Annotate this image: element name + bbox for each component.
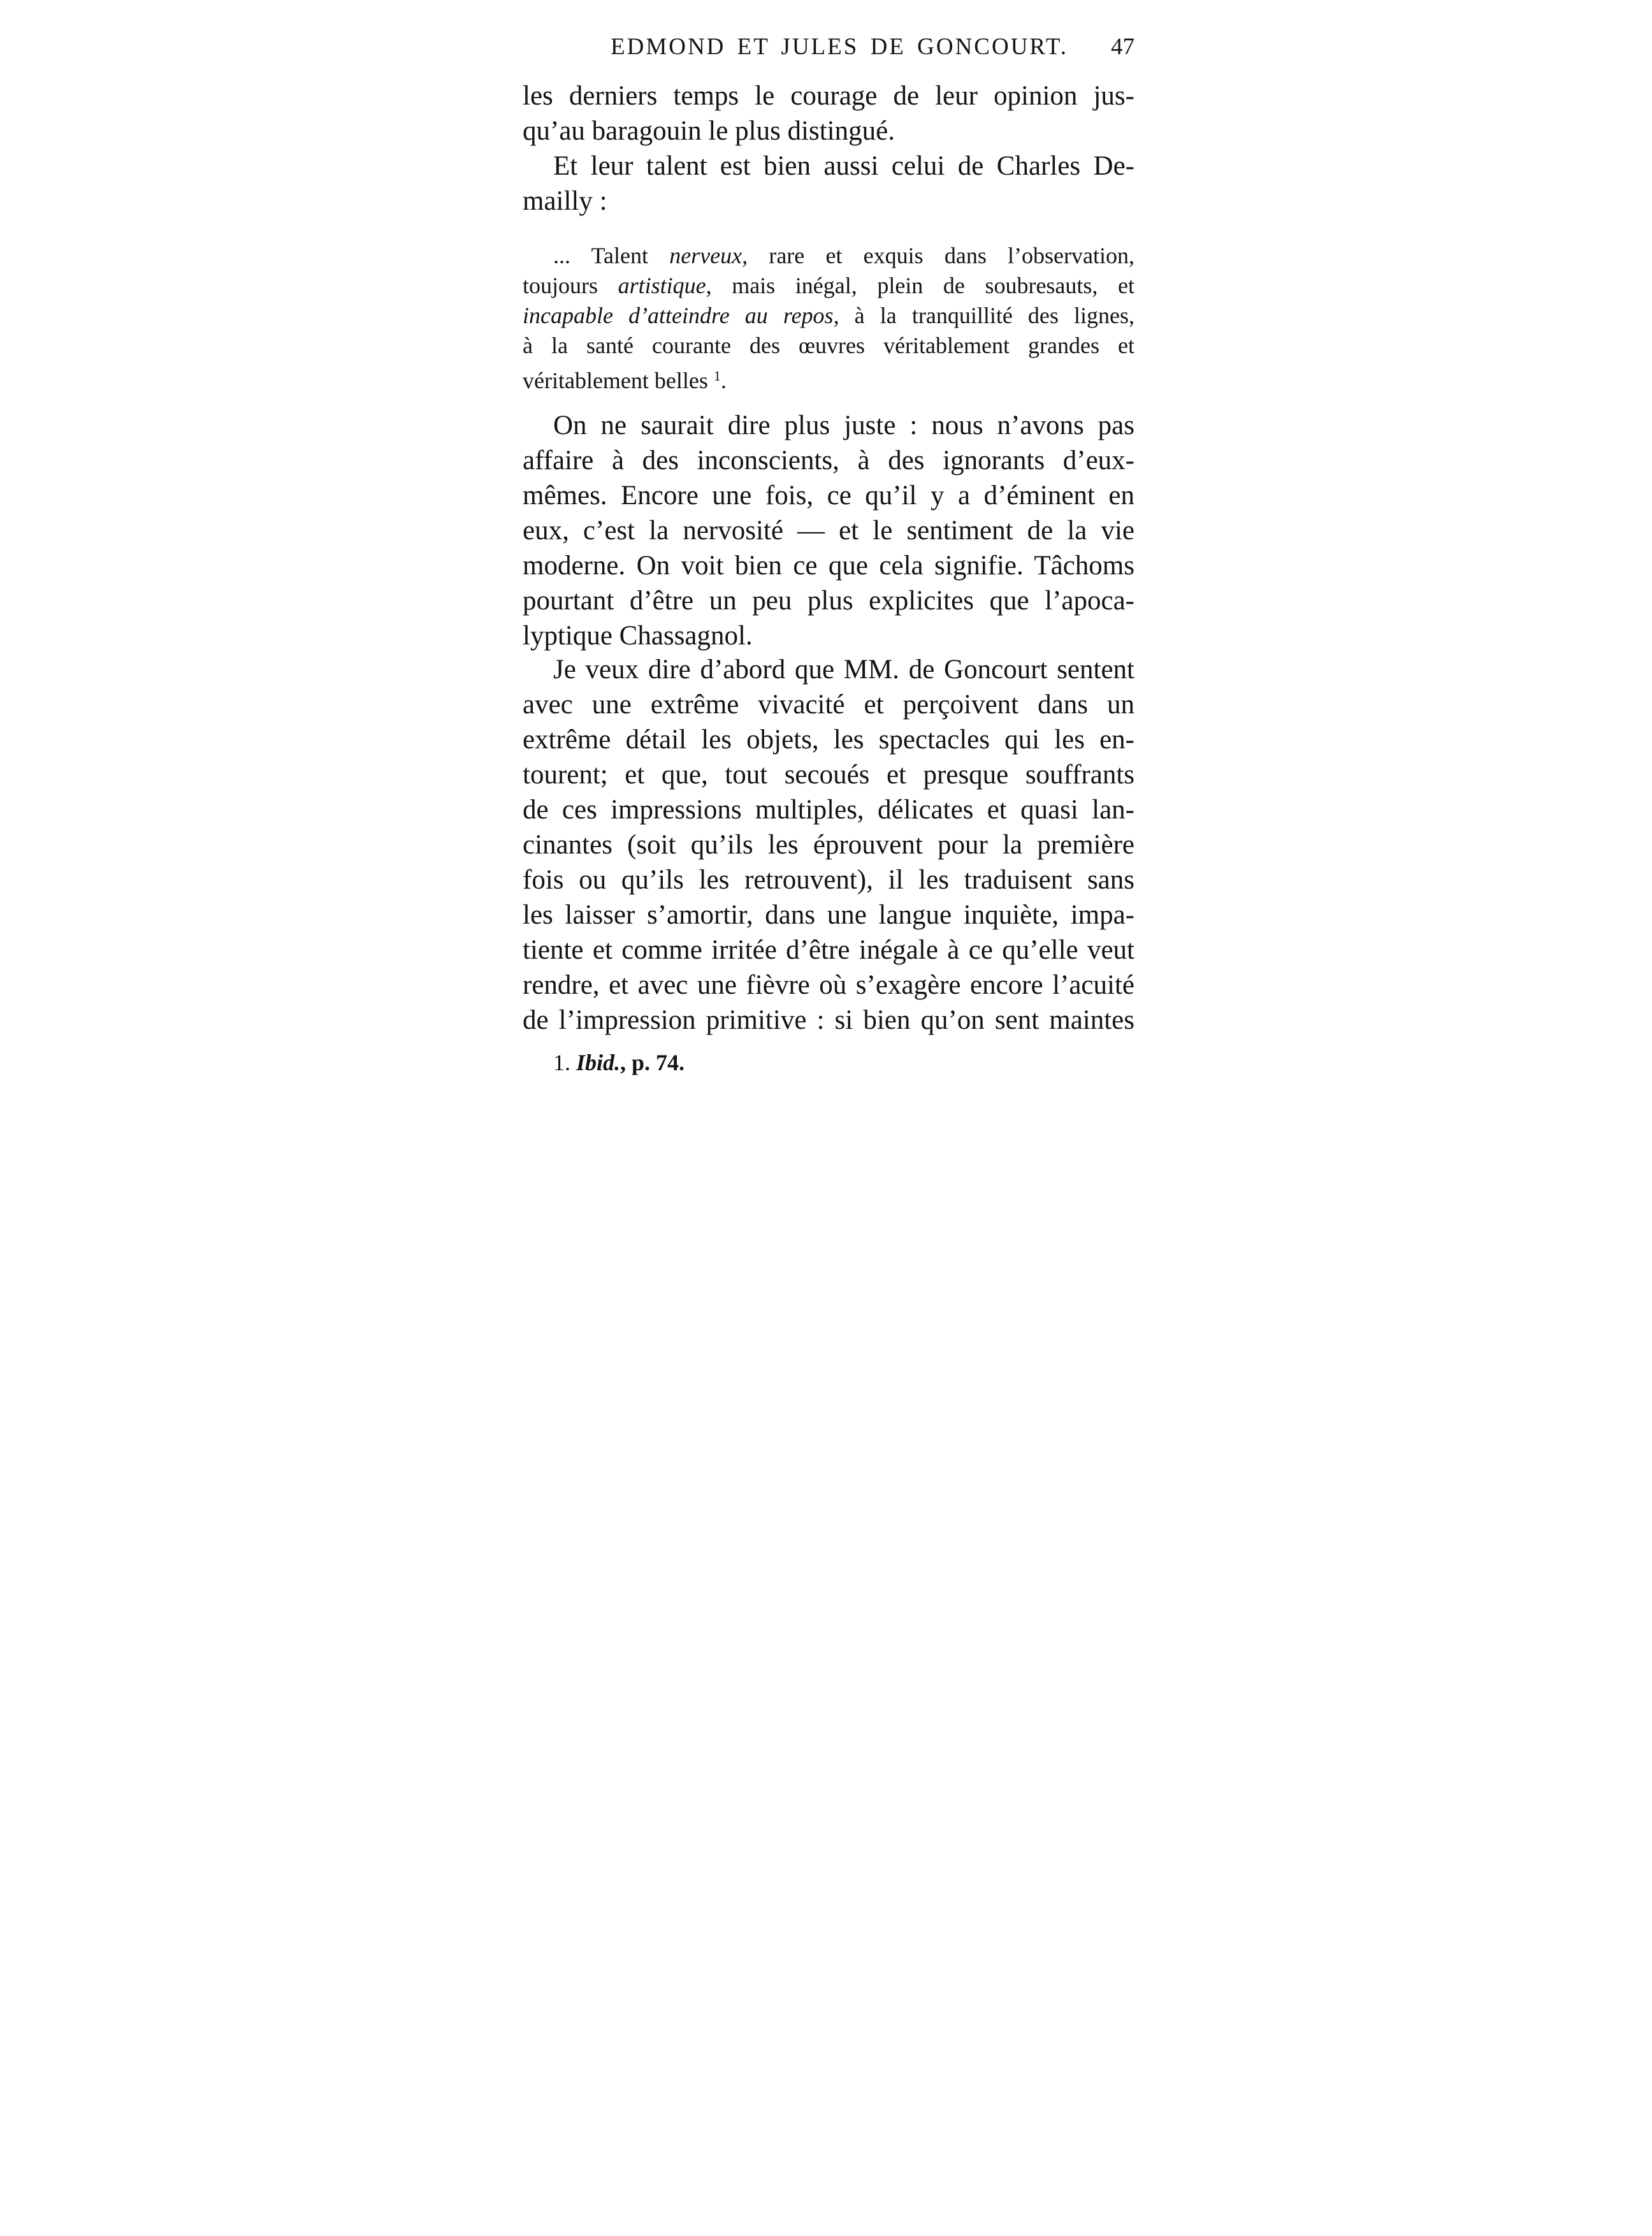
quote-line — [523, 241, 1134, 271]
quote-text: à la tranquillité des lignes, — [839, 303, 1135, 328]
text-line: fois ou qu’ils les retrouvent), il les traduisent sans — [523, 865, 1134, 895]
quote-emphasis: artistique — [618, 273, 706, 298]
footnote — [553, 1049, 685, 1076]
text-line: eux, c’est la nervosité — et le sentiment de la vie — [523, 516, 1134, 546]
text-line: avec une extrême vivacité et perçoivent dans un — [523, 690, 1134, 720]
quote-emphasis: nerveux, — [669, 243, 748, 268]
text-line: mailly : — [523, 186, 607, 216]
quote-line — [523, 361, 1134, 391]
paragraph-2 — [523, 149, 1134, 219]
footnote-page: , p. 74. — [620, 1050, 685, 1075]
text-line: mêmes. Encore une fois, ce qu’il y a d’éminent en — [523, 481, 1134, 511]
quote-text: , mais inégal, plein de soubresauts, et — [706, 273, 1134, 298]
quote-text: ... Talent — [553, 243, 670, 268]
text-line: rendre, et avec une fièvre où s’exagère encore l’acuité — [523, 970, 1134, 1000]
quote-text: toujours — [523, 273, 618, 298]
footnote-reference: 1 — [713, 368, 721, 384]
text-line: les derniers temps le courage de leur opinion jus- — [523, 81, 1134, 111]
text-line: lyptique Chassagnol. — [523, 621, 753, 651]
text-line: affaire à des inconscients, à des ignorants d’eux- — [523, 446, 1134, 476]
text-line: Je veux dire d’abord que MM. de Goncourt sentent — [553, 655, 1134, 685]
text-line: de l’impression primitive : si bien qu’on sent maintes — [523, 1005, 1134, 1035]
text-line: tourent; et que, tout secoués et presque souffrants — [523, 760, 1134, 790]
paragraph-1 — [523, 78, 1134, 149]
text-line: de ces impressions multiples, délicates et quasi lan- — [523, 795, 1134, 825]
text-line: moderne. On voit bien ce que cela signifie. Tâchoms — [523, 551, 1134, 581]
quote-text: véritablement belles — [523, 368, 714, 393]
text-line: cinantes (soit qu’ils les éprouvent pour la première — [523, 830, 1134, 860]
text-line: extrême détail les objets, les spectacles qui les en- — [523, 725, 1134, 755]
block-quote — [523, 241, 1134, 391]
running-title: EDMOND ET JULES DE GONCOURT. — [611, 34, 1068, 60]
quote-line — [523, 301, 1134, 331]
text-line: pourtant d’être un peu plus explicites que l’apoca- — [523, 586, 1134, 616]
footnote-number: 1. — [553, 1050, 576, 1075]
paragraph-3 — [523, 408, 1134, 653]
text-line: Et leur talent est bien aussi celui de Charles De- — [553, 151, 1134, 181]
quote-text: . — [720, 368, 727, 393]
footnote-ibid: Ibid. — [576, 1050, 621, 1075]
paragraph-4 — [523, 652, 1134, 1038]
page-header — [523, 31, 1134, 69]
page-number: 47 — [1111, 34, 1134, 60]
quote-line: à la santé courante des œuvres véritablement grandes et — [523, 333, 1134, 358]
text-line: les laisser s’amortir, dans une langue inquiète, impa- — [523, 900, 1134, 930]
text-line: qu’au baragouin le plus distingué. — [523, 116, 895, 146]
text-line: tiente et comme irritée d’être inégale à ce qu’elle veut — [523, 935, 1134, 965]
text-line: On ne saurait dire plus juste : nous n’avons pas — [553, 410, 1134, 440]
quote-emphasis: incapable d’atteindre au repos, — [523, 303, 839, 328]
quote-line — [523, 271, 1134, 301]
quote-text: rare et exquis dans l’observation, — [748, 243, 1134, 268]
